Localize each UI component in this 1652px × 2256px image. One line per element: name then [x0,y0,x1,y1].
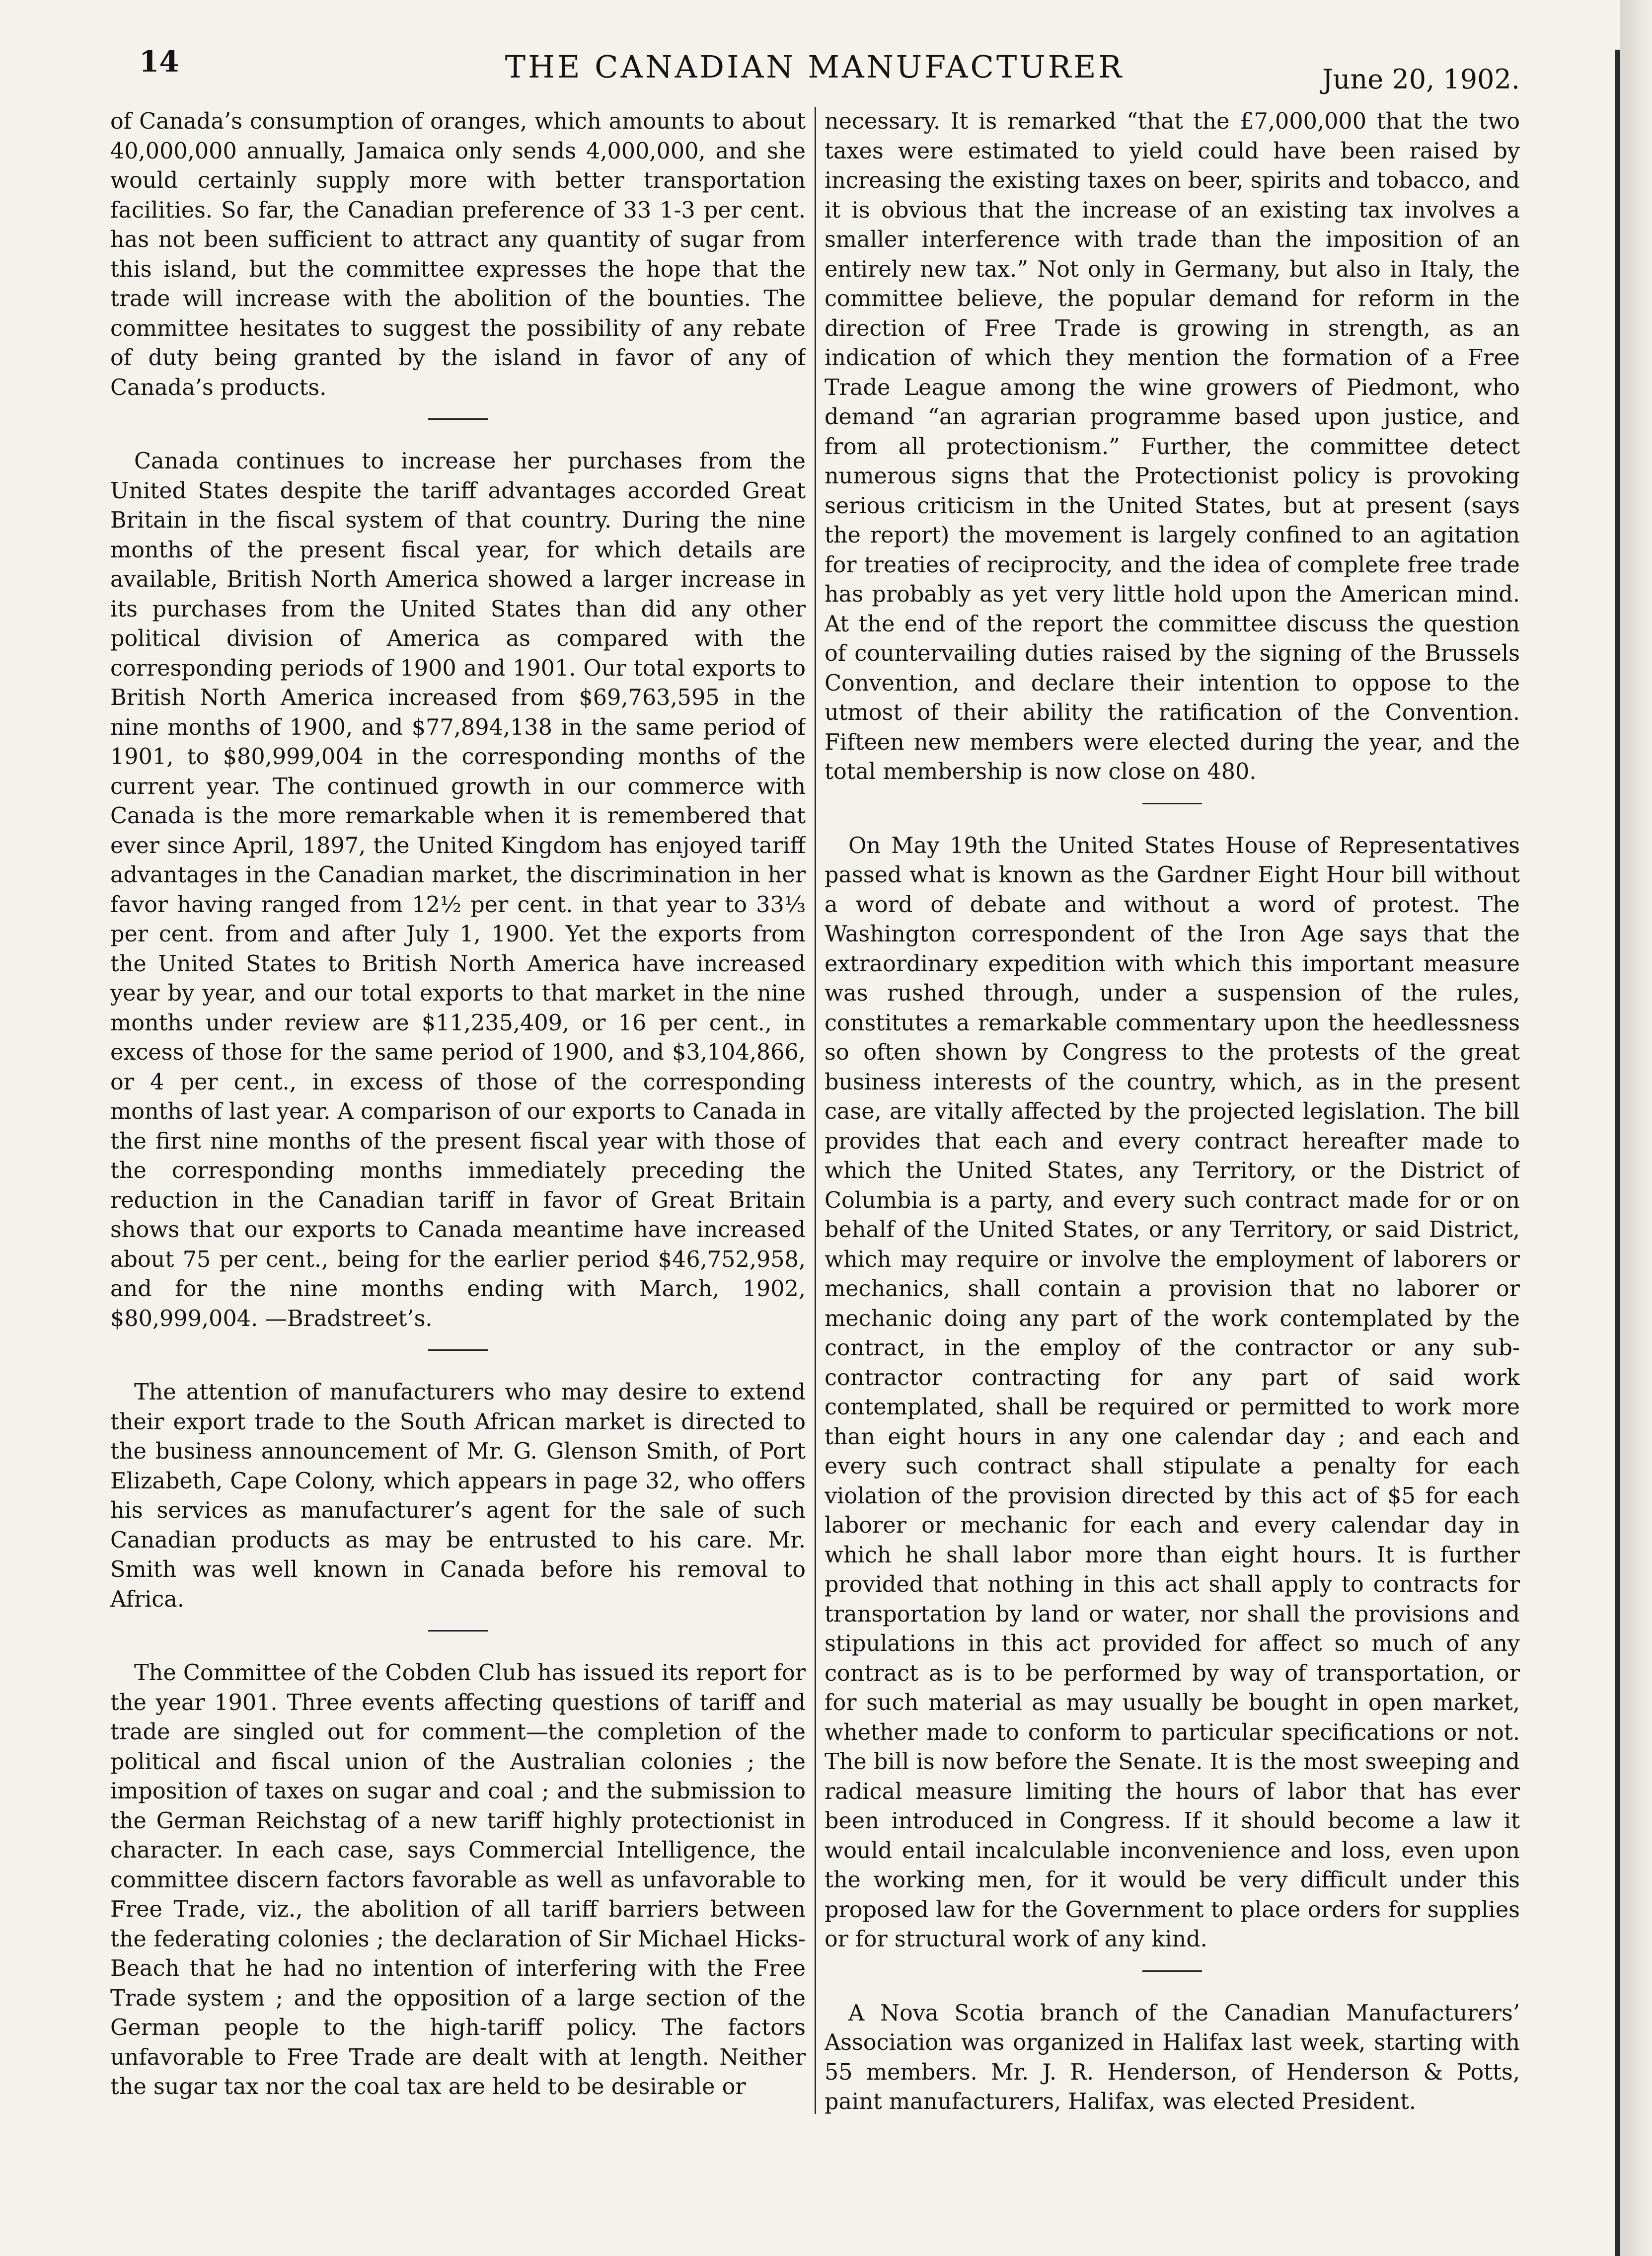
article-cobden-club: The Committee of the Cobden Club has issued its report for the year 1901. Three events affecting questions of tariff and trade are singled out for comment—the completion of the political and fiscal union of the Australian colonies ; the imposition of taxes on sugar and coal ; and the submission to the German Reichstag of a new tariff highly protectionist in character. In each case, says Commercial Intelligence, the committee discern factors favorable as well as unfavorable to Free Trade, viz., the abolition of all tariff barriers between the federating colonies ; the declaration of Sir Michael Hicks-Beach that he had no intention of interfering with the Free Trade system ; and the opposition of a large section of the German people to the high-tariff policy. The factors unfavorable to Free Trade are dealt with at length. Neither the sugar tax nor the coal tax are held to be desirable or [110,1660,806,2100]
article-separator [428,418,488,420]
article-eight-hour-bill: On May 19th the United States House of Representatives passed what is known as the Gardner Eight Hour bill without a word of debate and without a word of protest. The Washington correspondent of the Iron Age says that the extraordinary expedition with which this important measure was rushed through, under a suspension of the rules, constitutes a remarkable commentary upon the heedlessness so often shown by Congress to the protests of the great business interests of the country, which, as in the present case, are vitally affected by the projected legislation. The bill provides that each and every contract hereafter made to which the United States, any Territory, or the District of Columbia is a party, and every such contract made for or on behalf of the United States, or any Territory, or said District, which may require or involve the employment of laborers or mechanics, shall contain a provision that no laborer or mechanic doing any part of the work contemplated by the contract, in the employ of the contractor or any sub-contractor contracting for any part of said work contemplated, shall be required or permitted to work more than eight hours in any one calendar day ; and each and every such contract shall stipulate a penalty for each violation of the provision directed by this act of $5 for each laborer or mechanic for each and every calendar day in which he shall labor more than eight hours. It is further provided that nothing in this act shall apply to contracts for transportation by land or water, nor shall the provisions and stipulations in this act provided for affect so much of any contract as is to be performed by way of transportation, or for such material as may usually be bought in open market, whether made to conform to particular specifications or not. The bill is now before the Senate. It is the most sweeping and radical measure limiting the hours of labor that has ever been introduced in Congress. If it should become a law it would entail incalculable inconvenience and loss, even upon the working men, for it would be very difficult under this proposed law for the Government to place orders for supplies or for structural work of any kind. [825,833,1520,1952]
article-cobden-club-continued: necessary. It is remarked “that the £7,000,000 that the two taxes were estimated to yield could have been raised by increasing the existing taxes on beer, spirits and tobacco, and it is obvious that the increase of an existing tax involves a smaller interference with trade than the imposition of an entirely new tax.” Not only in Germany, but also in Italy, the committee believe, the popular demand for reform in the direction of Free Trade is growing in strength, as an indication of which they mention the formation of a Free Trade League among the wine growers of Piedmont, who demand “an agrarian programme based upon justice, and from all protectionism.” Further, the committee detect numerous signs that the Protectionist policy is provoking serious criticism in the United States, but at present (says the report) the movement is largely confined to an agitation for treaties of reciprocity, and the idea of complete free trade has probably as yet very little hold upon the American mind. At the end of the report the committee discuss the question of countervailing duties raised by the signing of the Brussels Convention, and declare their intention to oppose to the utmost of their ability the ratification of the Convention. Fifteen new members were elected during the year, and the total membership is now close on 480. [825,109,1520,784]
left-column [110,107,806,2154]
right-column [825,107,1520,2154]
article-separator [428,1630,488,1632]
article-separator [1142,1970,1202,1972]
page-number: 14 [139,45,179,78]
page-edge-shadow [1620,0,1652,2256]
page-edge-rule [1615,50,1620,2256]
article-bradstreets: Canada continues to increase her purchases from the United States despite the tariff advantages accorded Great Britain in the fiscal system of that country. During the nine months of the present fiscal year, for which details are available, British North America showed a larger increase in its purchases from the United States than did any other political division of America as compared with the corresponding periods of 1900 and 1901. Our total exports to British North America increased from $69,763,595 in the nine months of 1900, and $77,894,138 in the same period of 1901, to $80,999,004 in the corresponding months of the current year. The continued growth in our commerce with Canada is the more remarkable when it is remembered that ever since April, 1897, the United Kingdom has enjoyed tariff advantages in the Canadian market, the discrimination in her favor having ranged from 12½ per cent. in that year to 33⅓ per cent. from and after July 1, 1900. Yet the exports from the United States to British North America have increased year by year, and our total exports to that market in the nine months under review are $11,235,409, or 16 per cent., in excess of those for the same period of 1900, and $3,104,866, or 4 per cent., in excess of those of the corresponding months of last year. A comparison of our exports to Canada in the first nine months of the present fiscal year with those of the corresponding months immediately preceding the reduction in the Canadian tariff in favor of Great Britain shows that our exports to Canada meantime have increased about 75 per cent., being for the earlier period $46,752,958, and for the nine months ending with March, 1902, $80,999,004. —Bradstreet’s. [110,449,806,1331]
article-continuation-jamaica: of Canada’s consumption of oranges, which amounts to about 40,000,000 annually, Jamaica only sends 4,000,000, and she would certainly supply more with better transportation facilities. So far, the Canadian preference of 33 1-3 per cent. has not been sufficient to attract any quantity of sugar from this island, but the committee expresses the hope that the trade will increase with the abolition of the bounties. The committee hesitates to suggest the possibility of any rebate of duty being granted by the island in favor of any of Canada’s products. [110,109,806,400]
running-head [109,35,1520,99]
article-south-africa: The attention of manufacturers who may desire to extend their export trade to the South African market is directed to the business announcement of Mr. G. Glenson Smith, of Port Elizabeth, Cape Colony, which appears in page 32, who offers his services as manufacturer’s agent for the sale of such Canadian products as may be entrusted to his care. Mr. Smith was well known in Canada before his removal to Africa. [110,1380,806,1612]
article-nova-scotia: A Nova Scotia branch of the Canadian Manufacturers’ Association was organized in Halifax last week, starting with 55 members. Mr. J. R. Henderson, of Henderson & Potts, paint manufacturers, Halifax, was elected President. [825,2000,1520,2114]
article-separator [1142,803,1202,804]
column-divider [815,107,816,2114]
issue-date: June 20, 1902. [1322,64,1520,95]
article-separator [428,1349,488,1351]
journal-title: THE CANADIAN MANUFACTURER [505,49,1125,85]
